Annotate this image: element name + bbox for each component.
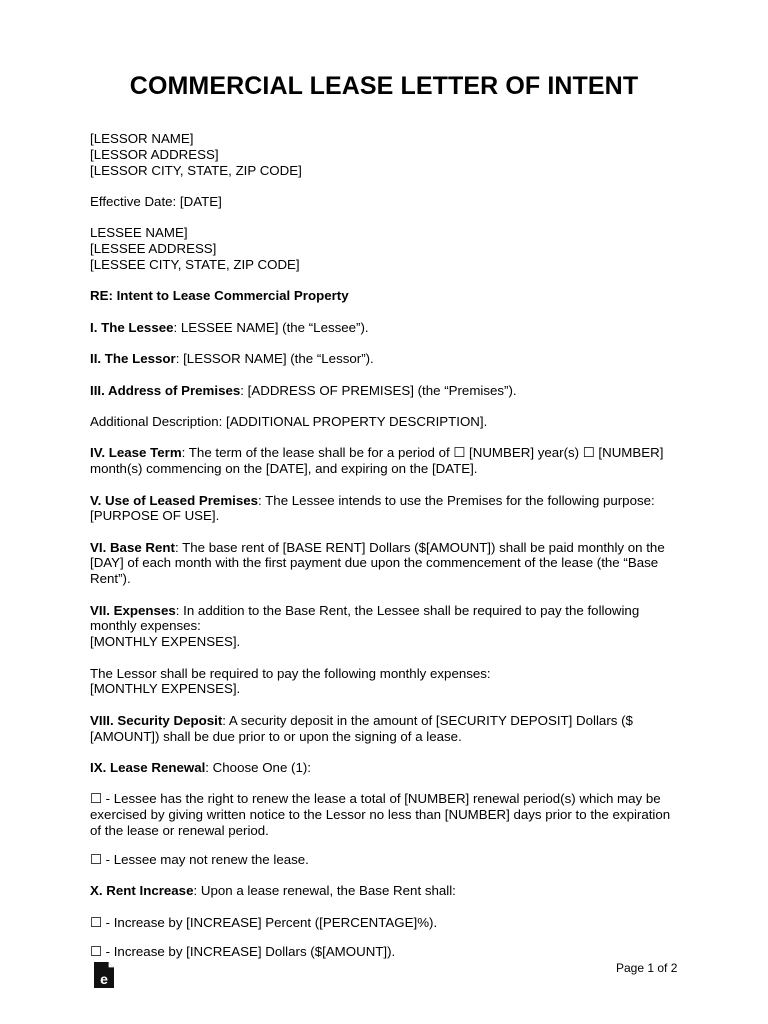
section-rent-increase xyxy=(90,883,675,899)
lessor-expenses-line2: [MONTHLY EXPENSES]. xyxy=(90,681,241,697)
section-lessor-text: : [LESSOR NAME] (the “Lessor”). xyxy=(175,351,374,367)
renewal-option-1-line3: of the lease or renewal period. xyxy=(90,823,269,839)
section-renewal-heading: IX. Lease Renewal xyxy=(90,760,206,776)
section-renewal xyxy=(90,760,675,776)
section-lessee-text: : LESSEE NAME] (the “Lessee”). xyxy=(173,319,369,335)
document-body xyxy=(90,131,675,960)
lessee-city: [LESSEE CITY, STATE, ZIP CODE] xyxy=(90,256,300,272)
lessee-block xyxy=(90,225,675,272)
svg-text:e: e xyxy=(100,971,108,987)
section-expenses-line3: [MONTHLY EXPENSES]. xyxy=(90,634,241,650)
document-title: COMMERCIAL LEASE LETTER OF INTENT xyxy=(129,72,639,100)
section-lessor xyxy=(90,351,675,367)
renewal-option-2: ☐ - Lessee may not renew the lease. xyxy=(90,851,309,867)
lessor-city: [LESSOR CITY, STATE, ZIP CODE] xyxy=(90,162,302,178)
section-lessee-heading: I. The Lessee xyxy=(90,319,174,335)
lessor-expenses xyxy=(90,666,675,698)
section-security-deposit-line2: [AMOUNT]) shall be due prior to or upon the signing of a lease. xyxy=(90,728,462,744)
section-expenses-heading: VII. Expenses xyxy=(90,602,176,618)
lessee-name: LESSEE NAME] xyxy=(90,225,188,241)
section-security-deposit xyxy=(90,713,675,745)
section-use xyxy=(90,493,675,525)
section-security-deposit-line1: : A security deposit in the amount of [SECURITY DEPOSIT] Dollars ($ xyxy=(222,712,633,728)
page-number: Page 1 of 2 xyxy=(616,961,678,975)
eforms-logo-icon xyxy=(92,961,116,989)
section-base-rent-heading: VI. Base Rent xyxy=(90,539,175,555)
section-lease-term-heading: IV. Lease Term xyxy=(90,445,182,461)
section-security-deposit-heading: VIII. Security Deposit xyxy=(90,712,223,728)
section-lessor-heading: II. The Lessor xyxy=(90,351,176,367)
section-lease-term-line1: : The term of the lease shall be for a period of ☐ [NUMBER] year(s) ☐ [NUMBER] xyxy=(181,445,664,461)
lessor-address: [LESSOR ADDRESS] xyxy=(90,146,219,162)
section-rent-increase-text: : Upon a lease renewal, the Base Rent shall: xyxy=(193,883,456,899)
section-use-line2: [PURPOSE OF USE]. xyxy=(90,508,220,524)
section-premises-text: : [ADDRESS OF PREMISES] (the “Premises”). xyxy=(240,382,517,398)
section-premises xyxy=(90,383,675,399)
lessor-block xyxy=(90,131,675,178)
section-renewal-text: : Choose One (1): xyxy=(205,760,311,776)
effective-date: Effective Date: [DATE] xyxy=(90,193,222,209)
renewal-option-1 xyxy=(90,791,675,838)
re-line: RE: Intent to Lease Commercial Property xyxy=(90,288,349,304)
section-rent-increase-heading: X. Rent Increase xyxy=(90,883,194,899)
renewal-option-1-line2: exercised by giving written notice to the Lessor no less than [NUMBER] days prior to the expiration xyxy=(90,807,671,823)
increase-option-1: ☐ - Increase by [INCREASE] Percent ([PERCENTAGE]%). xyxy=(90,914,438,930)
lessor-name: [LESSOR NAME] xyxy=(90,131,194,146)
section-premises-heading: III. Address of Premises xyxy=(90,382,241,398)
increase-option-2: ☐ - Increase by [INCREASE] Dollars ($[AMOUNT]). xyxy=(90,944,396,960)
section-base-rent-line3: Rent”). xyxy=(90,571,131,587)
section-lessee xyxy=(90,320,675,336)
section-expenses-line2: monthly expenses: xyxy=(90,618,201,634)
section-lease-term xyxy=(90,445,675,477)
section-base-rent-line2: [DAY] of each month with the first payment due upon the commencement of the lease (the “Base xyxy=(90,555,659,571)
lessor-expenses-line1: The Lessor shall be required to pay the following monthly expenses: xyxy=(90,665,491,681)
section-expenses-line1: : In addition to the Base Rent, the Lessee shall be required to pay the following xyxy=(175,602,640,618)
section-use-line1: : The Lessee intends to use the Premises for the following purpose: xyxy=(258,492,655,508)
lessee-address: [LESSEE ADDRESS] xyxy=(90,241,217,257)
additional-description: Additional Description: [ADDITIONAL PROPERTY DESCRIPTION]. xyxy=(90,413,488,429)
renewal-option-1-line1: ☐ - Lessee has the right to renew the lease a total of [NUMBER] renewal period(s) which may be xyxy=(90,791,661,807)
section-base-rent xyxy=(90,540,675,587)
section-expenses xyxy=(90,603,675,650)
section-base-rent-line1: : The base rent of [BASE RENT] Dollars ($[AMOUNT]) shall be paid monthly on the xyxy=(174,539,665,555)
section-use-heading: V. Use of Leased Premises xyxy=(90,492,259,508)
section-lease-term-line2: month(s) commencing on the [DATE], and expiring on the [DATE]. xyxy=(90,461,478,477)
